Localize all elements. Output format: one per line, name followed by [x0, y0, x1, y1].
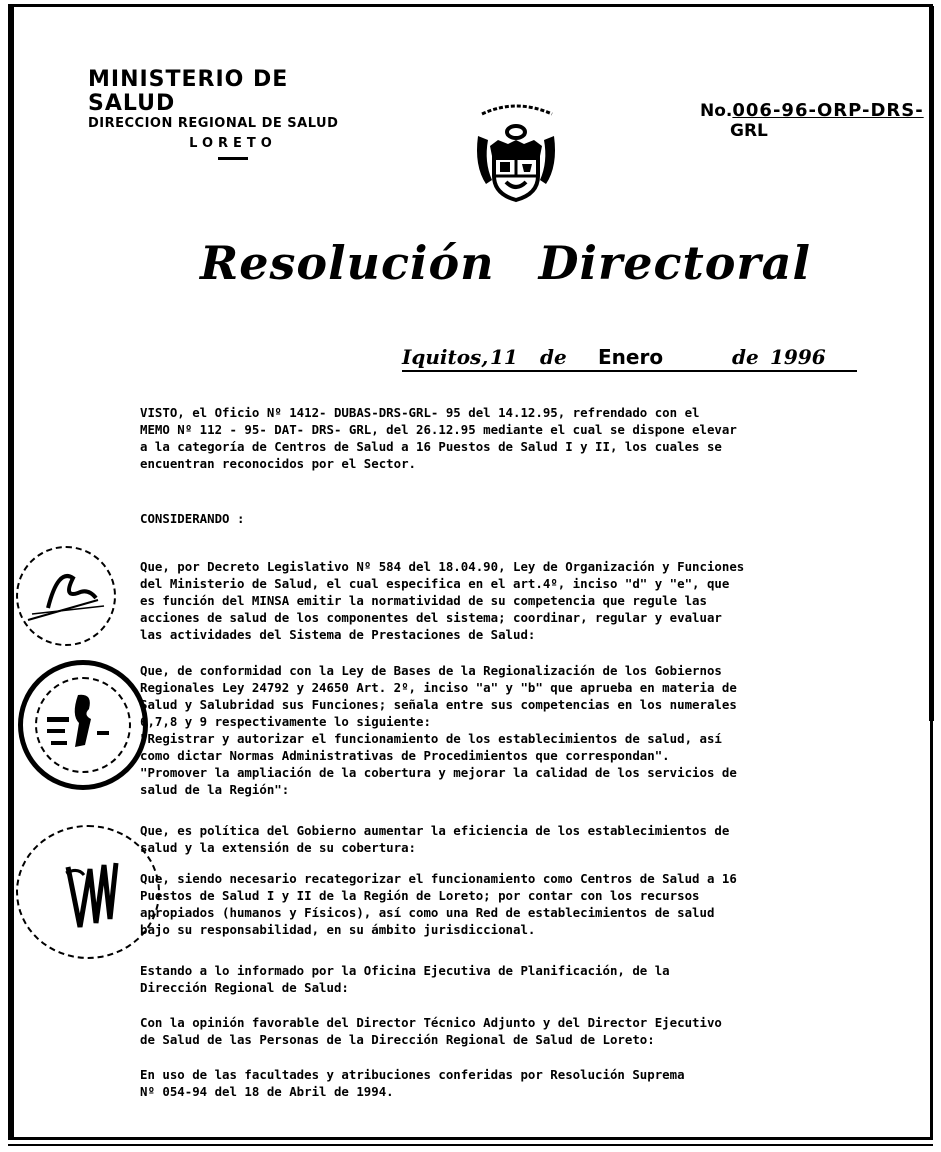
paragraph-ley-de-bases	[140, 662, 830, 798]
text-line: apropiados (humanos y Físicos), así como una Red de establecimientos de salud	[140, 905, 715, 920]
text-line: a la categoría de Centros de Salud a 16 Puestos de Salud I y II, los cuales se	[140, 439, 722, 454]
text-line: En uso de las facultades y atribuciones conferidas por Resolución Suprema	[140, 1067, 685, 1082]
text-line: Que, de conformidad con la Ley de Bases de la Regionalización de los Gobiernos	[140, 663, 722, 678]
text-line: MEMO Nº 112 - 95- DAT- DRS- GRL, del 26.12.95 mediante el cual se dispone elevar	[140, 422, 737, 437]
region-name: LORETO	[189, 136, 277, 151]
paragraph-politica-gobierno	[140, 822, 830, 856]
official-seal-stamp-icon	[18, 660, 148, 790]
text-line: Que, siendo necesario recategorizar el funcionamiento como Centros de Salud a 16	[140, 871, 737, 886]
text-line: acciones de salud de los componentes del sistema; coordinar, regular y evaluar	[140, 610, 722, 625]
heading-considerando: CONSIDERANDO :	[140, 511, 245, 526]
text-line: Puestos de Salud I y II de la Región de Loreto; por contar con los recursos	[140, 888, 700, 903]
text-line: salud de la Región":	[140, 782, 290, 797]
date-city: Iquitos,	[402, 345, 489, 369]
text-line: Dirección Regional de Salud:	[140, 980, 349, 995]
text-line: de Salud de las Personas de la Dirección Regional de Salud de Loreto:	[140, 1032, 655, 1047]
text-line: "Registrar y autorizar el funcionamiento de los establecimientos de salud, así	[140, 731, 722, 746]
scan-right-edge	[929, 6, 934, 721]
text-line: es función del MINSA emitir la normatividad de su competencia que regule las	[140, 593, 707, 608]
text-line: del Ministerio de Salud, el cual especifica en el art.4º, inciso "d" y "e", que	[140, 576, 730, 591]
text-line: 6,7,8 y 9 respectivamente lo siguiente:	[140, 714, 431, 729]
letterhead	[88, 68, 378, 160]
number-label: No.	[700, 101, 733, 121]
date-de: de	[732, 345, 759, 369]
text-line: como dictar Normas Administrativas de Procedimientos que correspondan".	[140, 748, 670, 763]
number-suffix: GRL	[730, 121, 768, 141]
text-line: Regionales Ley 24792 y 24650 Art. 2º, inciso "a" y "b" que aprueba en materia de	[140, 680, 737, 695]
signature-stamp-icon	[16, 546, 116, 646]
number-value: 006-96-ORP-DRS-	[732, 100, 924, 121]
text-line: Estando a lo informado por la Oficina Ejecutiva de Planificación, de la	[140, 963, 670, 978]
text-line: "Promover la ampliación de la cobertura y mejorar la calidad de los servicios de	[140, 765, 737, 780]
text-line: VISTO, el Oficio Nº 1412- DUBAS-DRS-GRL- 95 del 14.12.95, refrendado con el	[140, 405, 700, 420]
text-line: Con la opinión favorable del Director Técnico Adjunto y del Director Ejecutivo	[140, 1015, 722, 1030]
paragraph-opinion-favorable	[140, 1014, 830, 1048]
paragraph-recategorizar	[140, 870, 830, 938]
ministry-name: MINISTERIO DE SALUD	[88, 67, 289, 116]
text-line: Que, por Decreto Legislativo Nº 584 del 18.04.90, Ley de Organización y Funciones	[140, 559, 745, 574]
date-de: de	[540, 345, 567, 369]
title-word-resolucion: Resolución	[200, 236, 495, 290]
signature-scribble	[18, 548, 114, 644]
direction-name: DIRECCION REGIONAL DE SALUD	[88, 116, 339, 131]
scan-left-edge	[8, 4, 14, 1140]
title-word-directoral: Directoral	[538, 236, 811, 290]
scan-bottom-edge	[8, 1144, 933, 1146]
paragraph-facultades	[140, 1066, 830, 1100]
paragraph-estando-informado	[140, 962, 830, 996]
resolution-number	[700, 100, 924, 141]
coat-of-arms-graphic	[468, 96, 564, 206]
text-line: Nº 054-94 del 18 de Abril de 1994.	[140, 1084, 394, 1099]
signature-scribble	[18, 827, 158, 957]
seal-emblem	[23, 665, 143, 785]
document-title	[200, 236, 811, 290]
text-line: Que, es política del Gobierno aumentar la eficiencia de los establecimientos de	[140, 823, 730, 838]
peru-coat-of-arms-icon	[468, 96, 564, 206]
letterhead-rule	[218, 157, 248, 160]
text-line: encuentran reconocidos por el Sector.	[140, 456, 417, 471]
date-month: Enero	[598, 345, 664, 369]
text-line: las actividades del Sistema de Prestaciones de Salud:	[140, 627, 536, 642]
text-line: Salud y Salubridad sus Funciones; señala entre sus competencias en los numerales	[140, 697, 737, 712]
date-line	[402, 340, 857, 372]
signature-stamp-icon	[16, 825, 160, 959]
paragraph-visto	[140, 404, 830, 472]
paragraph-decreto-legislativo	[140, 558, 830, 643]
date-year: 1996	[770, 345, 826, 369]
date-day: 11	[490, 345, 518, 369]
text-line: bajo su responsabilidad, en su ámbito jurisdiccional.	[140, 922, 536, 937]
text-line: salud y la extensión de su cobertura:	[140, 840, 417, 855]
